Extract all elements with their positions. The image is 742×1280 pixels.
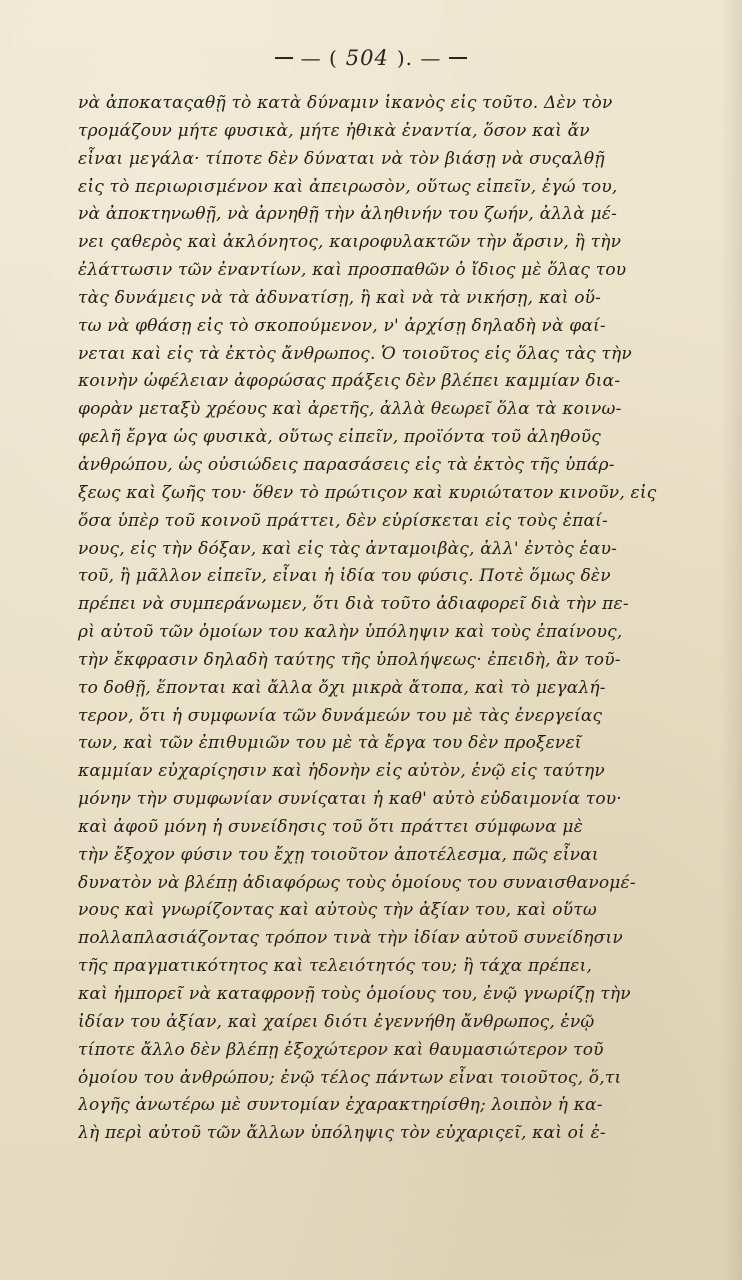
text-line: νεται καὶ εἰς τὰ ἐκτὸς ἄνθρωπος. Ὁ τοιοῦτος εἰς ὅλας τὰς τὴν xyxy=(78,343,632,364)
header-left-bracket: — ( xyxy=(300,46,338,70)
header-right-bracket: ). — xyxy=(396,46,442,70)
text-line: νει ςαθερὸς καὶ ἀκλόνητος, καιροφυλακτῶν τὴν ἄρσιν, ἢ τὴν xyxy=(78,232,622,253)
text-line: τῆς πραγματικότητος καὶ τελειότητός του; ἢ τάχα πρέπει, xyxy=(78,956,593,977)
text-line: ἰδίαν του ἀξίαν, καὶ χαίρει διότι ἐγεννήθη ἄνθρωπος, ἐνῷ xyxy=(78,1011,595,1032)
text-line: ξεως καὶ ζωῆς του· ὅθεν τὸ πρώτιςον καὶ κυριώτατον κινοῦν, εἰς xyxy=(78,482,657,503)
text-line: τρομάζουν μήτε φυσικὰ, μήτε ἠθικὰ ἐναντία, ὅσον καὶ ἄν xyxy=(78,120,590,141)
text-line: εἶναι μεγάλα· τίποτε δὲν δύναται νὰ τὸν βιάσῃ νὰ συςαλθῇ xyxy=(78,148,605,169)
text-line: καὶ ἠμπορεῖ νὰ καταφρονῇ τοὺς ὁμοίους του, ἐνῷ γνωρίζῃ τὴν xyxy=(78,984,631,1004)
text-line: νους, εἰς τὴν δόξαν, καὶ εἰς τὰς ἀνταμοιβὰς, ἀλλ' ἐντὸς ἑαυ- xyxy=(78,538,618,559)
text-line: το δοθῇ, ἕπονται καὶ ἄλλα ὄχι μικρὰ ἄτοπα, καὶ τὸ μεγαλή- xyxy=(78,677,606,698)
body-text xyxy=(78,90,706,1176)
text-line: δυνατὸν νὰ βλέπῃ ἀδιαφόρως τοὺς ὁμοίους του συναισθανομέ- xyxy=(78,872,636,893)
text-line: νὰ ἀποκαταςαθῇ τὸ κατὰ δύναμιν ἱκανὸς εἰς τοῦτο. Δὲν τὸν xyxy=(78,93,613,113)
text-line: τὴν ἔξοχον φύσιν του ἔχῃ τοιοῦτον ἀποτέλεσμα, πῶς εἶναι xyxy=(78,844,599,865)
text-line: ὁμοίου του ἀνθρώπου; ἐνῷ τέλος πάντων εἶναι τοιοῦτος, ὅ,τι xyxy=(78,1067,622,1088)
text-line: τίποτε ἄλλο δὲν βλέπῃ ἐξοχώτερον καὶ θαυμασιώτερον τοῦ xyxy=(78,1039,604,1060)
text-line: πρέπει νὰ συμπεράνωμεν, ὅτι διὰ τοῦτο ἀδιαφορεῖ διὰ τὴν πε- xyxy=(78,594,629,615)
text-line: ἐλάττωσιν τῶν ἐναντίων, καὶ προσπαθῶν ὁ ἴδιος μὲ ὅλας του xyxy=(78,260,627,281)
text-line: κοινὴν ὠφέλειαν ἀφορώσας πράξεις δὲν βλέπει καμμίαν δια- xyxy=(78,371,621,392)
text-line: καμμίαν εὐχαρίςησιν καὶ ἡδονὴν εἰς αὐτὸν, ἐνῷ εἰς ταύτην xyxy=(78,761,605,782)
text-line: των, καὶ τῶν ἐπιθυμιῶν του μὲ τὰ ἔργα του δὲν προξενεῖ xyxy=(78,733,582,754)
text-line: λὴ περὶ αὐτοῦ τῶν ἄλλων ὑπόληψις τὸν εὐχαριςεῖ, καὶ οἱ ἐ- xyxy=(78,1123,606,1144)
text-line: εἰς τὸ περιωρισμένον καὶ ἀπειρωσὸν, οὕτως εἰπεῖν, ἐγώ του, xyxy=(78,176,618,197)
page-number: 504 xyxy=(345,46,389,70)
text-line: τὰς δυνάμεις νὰ τὰ ἀδυνατίσῃ, ἢ καὶ νὰ τὰ νικήσῃ, καὶ οὕ- xyxy=(78,287,602,308)
text-line: τοῦ, ἢ μᾶλλον εἰπεῖν, εἶναι ἡ ἰδία του φύσις. Ποτὲ ὅμως δὲν xyxy=(78,566,611,587)
text-line: ρὶ αὐτοῦ τῶν ὁμοίων του καλὴν ὑπόληψιν καὶ τοὺς ἐπαίνους, xyxy=(78,622,623,643)
page-header xyxy=(0,46,742,70)
header-right-dash xyxy=(449,57,467,59)
text-line: τὴν ἔκφρασιν δηλαδὴ ταύτης τῆς ὑπολήψεως· ἐπειδὴ, ἂν τοῦ- xyxy=(78,649,621,670)
header-left-dash xyxy=(275,57,293,59)
text-line: ὅσα ὑπὲρ τοῦ κοινοῦ πράττει, δὲν εὑρίσκεται εἰς τοὺς ἐπαί- xyxy=(78,510,608,531)
text-line: μόνην τὴν συμφωνίαν συνίςαται ἡ καθ' αὐτὸ εὐδαιμονία του· xyxy=(78,789,622,810)
text-line: τω νὰ φθάσῃ εἰς τὸ σκοπούμενον, ν' ἀρχίσῃ δηλαδὴ νὰ φαί- xyxy=(78,315,606,336)
text-line: λογῆς ἀνωτέρω μὲ συντομίαν ἐχαρακτηρίσθη; λοιπὸν ἡ κα- xyxy=(78,1095,603,1116)
text-line: φορὰν μεταξὺ χρέους καὶ ἀρετῆς, ἀλλὰ θεωρεῖ ὅλα τὰ κοινω- xyxy=(78,399,622,420)
text-line: νὰ ἀποκτηνωθῇ, νὰ ἀρνηθῇ τὴν ἀληθινήν του ζωήν, ἀλλὰ μέ- xyxy=(78,204,618,225)
text-line: ἀνθρώπου, ὡς οὐσιώδεις παρασάσεις εἰς τὰ ἐκτὸς τῆς ὑπάρ- xyxy=(78,454,615,475)
text-line xyxy=(78,1148,706,1176)
text-line: πολλαπλασιάζοντας τρόπον τινὰ τὴν ἰδίαν αὐτοῦ συνείδησιν xyxy=(78,928,623,949)
text-line: τερον, ὅτι ἡ συμφωνία τῶν δυνάμεών του μὲ τὰς ἐνεργείας xyxy=(78,705,603,726)
text-line: φελῆ ἔργα ὡς φυσικὰ, οὕτως εἰπεῖν, προϊόντα τοῦ ἀληθοῦς xyxy=(78,427,602,448)
text-line: νους καὶ γνωρίζοντας καὶ αὐτοὺς τὴν ἀξίαν του, καὶ οὕτω xyxy=(78,900,597,921)
page-edge-shadow xyxy=(720,0,742,1280)
text-line: καὶ ἀφοῦ μόνη ἡ συνείδησις τοῦ ὅτι πράττει σύμφωνα μὲ xyxy=(78,816,584,837)
